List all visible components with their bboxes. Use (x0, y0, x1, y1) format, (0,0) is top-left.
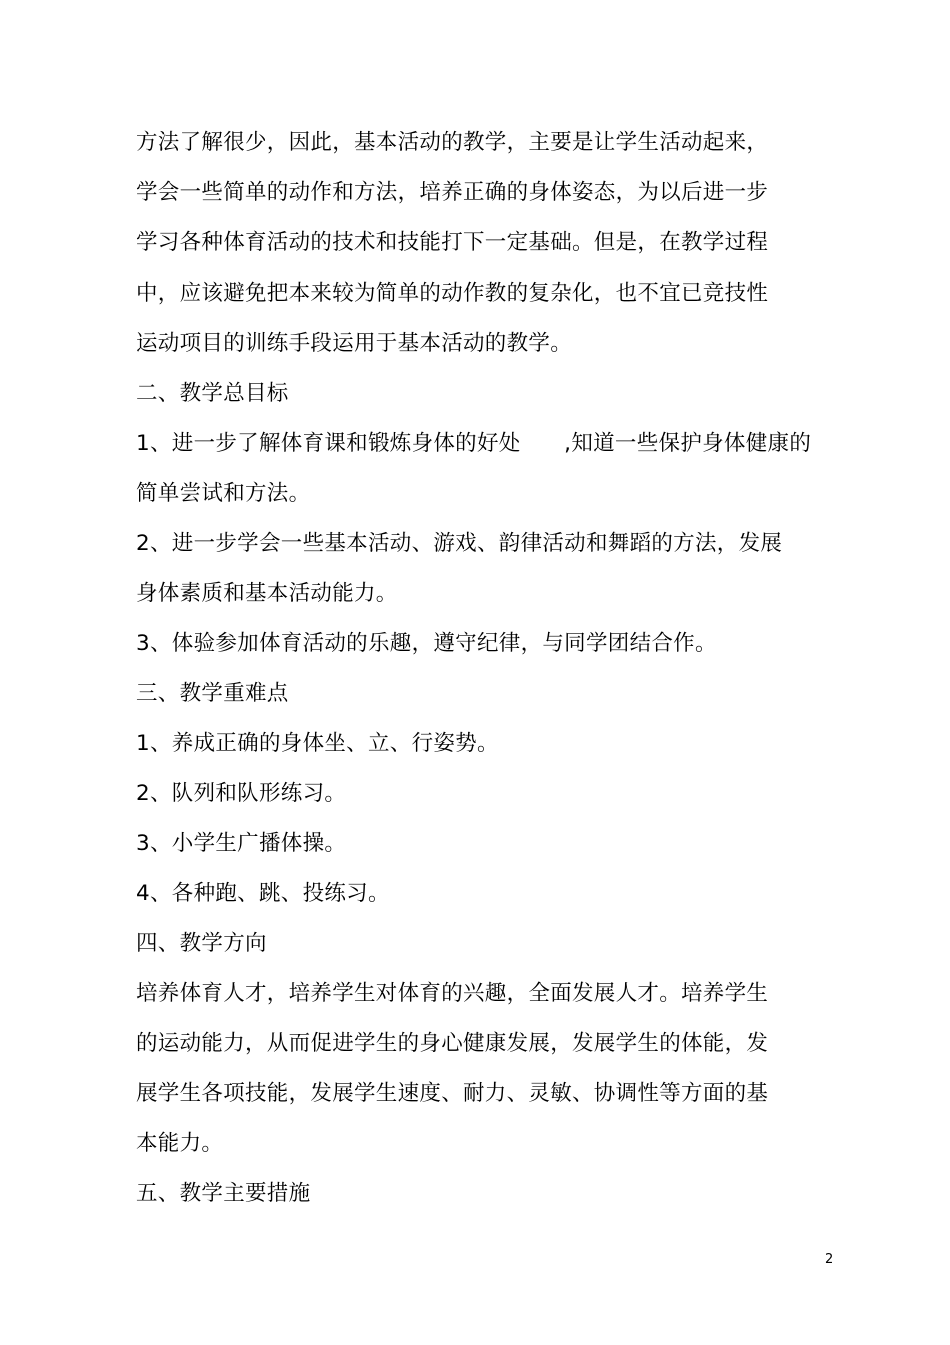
section-heading: 三、教学重难点 (136, 681, 289, 706)
paragraph-line: 运动项目的训练手段运用于基本活动的教学。 (136, 331, 573, 356)
page-number: 2 (825, 1252, 834, 1267)
paragraph-line: 中，应该避免把本来较为简单的动作教的复杂化，也不宜已竞技性 (136, 281, 769, 306)
paragraph-line: 方法了解很少，因此，基本活动的教学，主要是让学生活动起来， (136, 130, 769, 155)
section-heading: 五、教学主要措施 (136, 1181, 311, 1206)
list-item: 4、各种跑、跳、投练习。 (136, 881, 390, 906)
list-item-continuation: 身体素质和基本活动能力。 (136, 581, 398, 606)
section-heading: 四、教学方向 (136, 931, 267, 956)
paragraph-line: 展学生各项技能，发展学生速度、耐力、灵敏、协调性等方面的基 (136, 1081, 769, 1106)
list-item: 2、进一步学会一些基本活动、游戏、韵律活动和舞蹈的方法，发展 (136, 531, 783, 556)
paragraph-line: 学会一些简单的动作和方法，培养正确的身体姿态，为以后进一步 (136, 180, 769, 205)
paragraph-line: 本能力。 (136, 1131, 224, 1156)
list-item: 3、体验参加体育活动的乐趣，遵守纪律，与同学团结合作。 (136, 631, 717, 656)
list-item: 3、小学生广播体操。 (136, 831, 347, 856)
list-item: 1、进一步了解体育课和锻炼身体的好处 ,知道一些保护身体健康的 (136, 431, 812, 456)
list-item: 1、养成正确的身体坐、立、行姿势。 (136, 731, 499, 756)
list-item: 2、队列和队形练习。 (136, 781, 347, 806)
section-heading: 二、教学总目标 (136, 381, 289, 406)
paragraph-line: 学习各种体育活动的技术和技能打下一定基础。但是，在教学过程 (136, 230, 769, 255)
list-item-continuation: 简单尝试和方法。 (136, 481, 311, 506)
paragraph-line: 的运动能力，从而促进学生的身心健康发展，发展学生的体能，发 (136, 1031, 769, 1056)
paragraph-line: 培养体育人才，培养学生对体育的兴趣，全面发展人才。培养学生 (136, 981, 769, 1006)
